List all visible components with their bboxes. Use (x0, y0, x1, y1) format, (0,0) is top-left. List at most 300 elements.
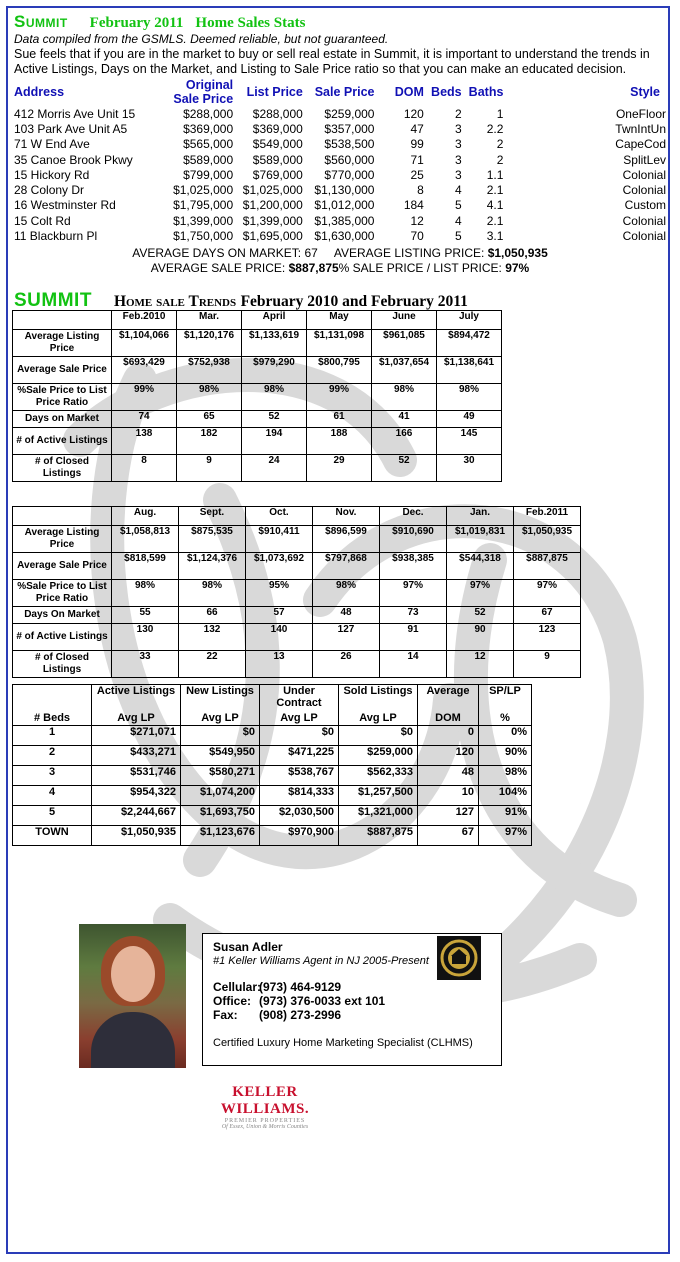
bed-cell: $580,271 (181, 766, 260, 786)
trend-month-header: Feb.2011 (514, 507, 581, 526)
logo-sub2: Of Essex, Union & Morris Counties (221, 1124, 309, 1130)
bed-cell: $1,693,750 (181, 806, 260, 826)
trend-row (13, 455, 502, 482)
trend-value-cell: $1,073,692 (246, 553, 313, 580)
sales-cell: $1,630,000 (314, 229, 375, 244)
bed-cell: $433,271 (92, 746, 181, 766)
sales-row (14, 152, 668, 167)
sales-cell: 1.1 (486, 167, 504, 182)
sales-cell: $288,000 (252, 106, 303, 121)
photo-face (111, 946, 155, 1002)
trend-value-cell: 98% (179, 580, 246, 607)
sales-cell: $769,000 (252, 167, 303, 182)
bed-row (13, 726, 532, 746)
sales-cell: 3 (454, 137, 462, 152)
trend-value-cell: 8 (112, 455, 177, 482)
sales-cell: $357,000 (324, 121, 375, 136)
bed-cell: 97% (479, 826, 532, 846)
sales-cell: 2.1 (486, 183, 504, 198)
trend-value-cell: 48 (313, 607, 380, 624)
sales-header-cell: Address (14, 85, 65, 99)
trend-value-cell: 24 (242, 455, 307, 482)
sales-row (14, 228, 668, 243)
bed-cell: $1,074,200 (181, 786, 260, 806)
sales-cell: 28 Colony Dr (14, 183, 85, 198)
trend-value-cell: 67 (514, 607, 581, 624)
bed-header-cell: Sold Listings (339, 685, 418, 712)
trend-value-cell: 130 (112, 624, 179, 651)
trend-value-cell: $1,058,813 (112, 526, 179, 553)
sales-cell: Colonial (622, 213, 666, 228)
trend-value-cell: $1,104,066 (112, 330, 177, 357)
bed-cell: $2,030,500 (260, 806, 339, 826)
report-header (14, 12, 666, 32)
bed-cell: $1,123,676 (181, 826, 260, 846)
avg-list-label: AVERAGE LISTING PRICE: (333, 246, 485, 260)
bed-row (13, 746, 532, 766)
trend-value-cell: 52 (447, 607, 514, 624)
office-number: (973) 376-0033 ext 101 (259, 994, 386, 1008)
sales-cell: 412 Morris Ave Unit 15 (14, 106, 136, 121)
sales-cell: $1,200,000 (242, 198, 303, 213)
trend-value-cell: $875,535 (179, 526, 246, 553)
sales-header-cell: Baths (468, 85, 504, 99)
trend-value-cell: 26 (313, 651, 380, 678)
bed-cell: $970,900 (260, 826, 339, 846)
bed-cell: 120 (418, 746, 479, 766)
sales-cell: $1,025,000 (173, 183, 234, 198)
trend-value-cell: 9 (177, 455, 242, 482)
trend-value-cell: 140 (246, 624, 313, 651)
trend-row (13, 607, 581, 624)
sales-row (14, 106, 668, 121)
bed-header-cell: New Listings (181, 685, 260, 712)
sales-cell: $1,025,000 (242, 183, 303, 198)
bed-cell: $0 (181, 726, 260, 746)
sales-cell: SplitLev (623, 152, 666, 167)
trend-row-label: Days On Market (13, 607, 112, 624)
fax-label: Fax: (213, 1008, 238, 1022)
sales-cell: 3 (454, 152, 462, 167)
sales-cell: $369,000 (252, 121, 303, 136)
sales-cell: Colonial (622, 183, 666, 198)
logo-sub1: PREMIER PROPERTIES (224, 1118, 306, 1124)
bed-cell: 10 (418, 786, 479, 806)
trend-value-cell: $1,037,654 (372, 357, 437, 384)
trend-corner-cell (13, 507, 112, 526)
bed-header-cell: Average (418, 685, 479, 712)
trend-value-cell: 13 (246, 651, 313, 678)
trend-value-cell: $1,124,376 (179, 553, 246, 580)
sales-cell: $288,000 (183, 106, 234, 121)
bed-cell: $0 (339, 726, 418, 746)
trend-row-label: Average Sale Price (13, 357, 112, 384)
sales-cell: $1,012,000 (314, 198, 375, 213)
trend-value-cell: 98% (313, 580, 380, 607)
trend-value-cell: $1,133,619 (242, 330, 307, 357)
bed-cell: $531,746 (92, 766, 181, 786)
average-line-1 (100, 246, 580, 260)
sales-cell: 2.2 (486, 121, 504, 136)
bed-cell: $1,257,500 (339, 786, 418, 806)
trends-range: February 2010 and February 2011 (240, 293, 468, 310)
bed-cell: 104% (479, 786, 532, 806)
bed-cell: 1 (13, 726, 92, 746)
trend-month-header: April (242, 311, 307, 330)
trend-value-cell: 22 (179, 651, 246, 678)
sales-cell: 71 (410, 152, 424, 167)
trend-value-cell: 127 (313, 624, 380, 651)
sales-cell: $770,000 (324, 167, 375, 182)
sales-cell: $1,385,000 (314, 213, 375, 228)
sales-table (14, 78, 668, 244)
sales-cell: 11 Blackburn Pl (14, 229, 98, 244)
trend-value-cell: $1,131,098 (307, 330, 372, 357)
trend-month-header: Jan. (447, 507, 514, 526)
trend-value-cell: $752,938 (177, 357, 242, 384)
trend-row-label: Average Sale Price (13, 553, 112, 580)
sales-cell: $560,000 (324, 152, 375, 167)
sales-cell: $1,750,000 (173, 229, 234, 244)
sales-cell: $1,130,000 (314, 183, 375, 198)
sales-cell: $565,000 (183, 137, 234, 152)
trend-value-cell: 123 (514, 624, 581, 651)
bed-cell: 98% (479, 766, 532, 786)
trend-value-cell: 30 (437, 455, 502, 482)
sales-cell: $1,399,000 (173, 213, 234, 228)
trend-row (13, 624, 581, 651)
sales-cell: Colonial (622, 229, 666, 244)
trend-value-cell: $894,472 (437, 330, 502, 357)
sales-cell: 12 (410, 213, 424, 228)
trend-row-label: # of Closed Listings (13, 651, 112, 678)
bed-cell: 0 (418, 726, 479, 746)
trend-value-cell: 52 (372, 455, 437, 482)
avg-sale-value: $887,875 (288, 261, 339, 275)
sales-cell: 4 (454, 183, 462, 198)
agent-card (202, 933, 502, 1066)
sales-cell: 2 (496, 152, 504, 167)
trend-value-cell: 97% (380, 580, 447, 607)
bed-subheader-cell: % (479, 711, 532, 726)
sales-cell: 47 (410, 121, 424, 136)
bed-cell: $0 (260, 726, 339, 746)
trend-value-cell: $544,318 (447, 553, 514, 580)
trend-value-cell: $887,875 (514, 553, 581, 580)
trends-heading: Home sale Trends (113, 293, 237, 310)
trend-row-label: Average Listing Price (13, 526, 112, 553)
trend-value-cell: $938,385 (380, 553, 447, 580)
report-title: Home Sales Stats (195, 15, 306, 31)
sales-cell: 35 Canoe Brook Pkwy (14, 152, 133, 167)
sales-cell: 99 (410, 137, 424, 152)
trend-value-cell: 166 (372, 428, 437, 455)
trend-month-header: June (372, 311, 437, 330)
avg-sale-label: AVERAGE SALE PRICE: (150, 261, 286, 275)
trend-value-cell: 65 (177, 411, 242, 428)
trend-value-cell: $979,290 (242, 357, 307, 384)
trend-row (13, 553, 581, 580)
avg-dom-value: 67 (304, 246, 318, 260)
logo-name: KELLER WILLIAMS. (220, 1084, 310, 1117)
trend-value-cell: 9 (514, 651, 581, 678)
trend-value-cell: 55 (112, 607, 179, 624)
trend-month-header: Feb.2010 (112, 311, 177, 330)
trend-value-cell: 98% (372, 384, 437, 411)
trend-value-cell: $797,868 (313, 553, 380, 580)
trend-value-cell: 95% (246, 580, 313, 607)
sales-header-cell: List Price (246, 85, 303, 99)
sales-cell: $589,000 (183, 152, 234, 167)
sales-cell: 4.1 (486, 198, 504, 213)
trend-row-label: %Sale Price to List Price Ratio (13, 384, 112, 411)
sales-cell: OneFloor (615, 106, 666, 121)
sales-cell: 15 Colt Rd (14, 213, 71, 228)
trend-month-header: May (307, 311, 372, 330)
cell-label: Cellular: (213, 980, 262, 994)
trend-month-header: July (437, 311, 502, 330)
sales-cell: $1,399,000 (242, 213, 303, 228)
town-name: Summit (14, 12, 68, 31)
intro-paragraph: Sue feels that if you are in the market to buy or sell real estate in Summit, it is important to understand the trends in Active Listings, Days on the Market, and Listing to Sale Price ratio so that you can make an educated decision. (14, 47, 650, 76)
trend-value-cell: $1,120,176 (177, 330, 242, 357)
agent-name: Susan Adler (213, 940, 283, 954)
trend-value-cell: $800,795 (307, 357, 372, 384)
trend-value-cell: $693,429 (112, 357, 177, 384)
trend-value-cell: $910,690 (380, 526, 447, 553)
trend-value-cell: $896,599 (313, 526, 380, 553)
trend-value-cell: $1,138,641 (437, 357, 502, 384)
cell-number: (973) 464-9129 (259, 980, 342, 994)
trend-value-cell: $818,599 (112, 553, 179, 580)
bed-cell: $887,875 (339, 826, 418, 846)
trend-value-cell: 98% (112, 580, 179, 607)
sales-header-cell: Beds (431, 85, 462, 99)
bed-subheader-cell: Avg LP (181, 711, 260, 726)
bed-header-cell: Active Listings (92, 685, 181, 712)
trend-value-cell: 132 (179, 624, 246, 651)
agent-certification: Certified Luxury Home Marketing Specialist (CLHMS) (213, 1037, 473, 1049)
trends-title (14, 290, 674, 312)
bed-cell: 91% (479, 806, 532, 826)
sales-cell: $259,000 (324, 106, 375, 121)
sales-cell: 71 W End Ave (14, 137, 90, 152)
trend-row-label: # of Closed Listings (13, 455, 112, 482)
trend-row-label: %Sale Price to List Price Ratio (13, 580, 112, 607)
trend-row (13, 384, 502, 411)
sales-cell: 184 (403, 198, 424, 213)
bed-row (13, 826, 532, 846)
trend-value-cell: $910,411 (246, 526, 313, 553)
trend-row (13, 651, 581, 678)
trend-value-cell: 12 (447, 651, 514, 678)
sales-cell: Colonial (622, 167, 666, 182)
bed-header-cell: SP/LP (479, 685, 532, 712)
trend-value-cell: 98% (177, 384, 242, 411)
trend-row (13, 428, 502, 455)
bed-cell: $538,767 (260, 766, 339, 786)
trend-month-header: Oct. (246, 507, 313, 526)
sales-cell: 2.1 (486, 213, 504, 228)
bed-cell: TOWN (13, 826, 92, 846)
trend-value-cell: $1,019,831 (447, 526, 514, 553)
keller-williams-logo (200, 1068, 330, 1130)
trend-value-cell: 14 (380, 651, 447, 678)
bed-cell: 4 (13, 786, 92, 806)
bed-row (13, 806, 532, 826)
trend-value-cell: $961,085 (372, 330, 437, 357)
sales-cell: 103 Park Ave Unit A5 (14, 121, 128, 136)
trend-value-cell: 61 (307, 411, 372, 428)
trend-value-cell: 97% (514, 580, 581, 607)
trend-value-cell: 74 (112, 411, 177, 428)
sales-cell: $799,000 (183, 167, 234, 182)
bed-cell: $2,244,667 (92, 806, 181, 826)
sales-cell: 1 (496, 106, 504, 121)
bed-cell: $471,225 (260, 746, 339, 766)
sales-cell: $538,500 (324, 137, 375, 152)
sales-row (14, 121, 668, 136)
trend-value-cell: 98% (242, 384, 307, 411)
trend-value-cell: 29 (307, 455, 372, 482)
bed-cell: 127 (418, 806, 479, 826)
sales-cell: TwnIntUn (615, 121, 666, 136)
bed-header-row-2 (13, 711, 532, 726)
sales-cell: 3 (454, 167, 462, 182)
trend-row (13, 330, 502, 357)
trend-month-header: Aug. (112, 507, 179, 526)
sales-row (14, 182, 668, 197)
sales-cell: 2 (454, 106, 462, 121)
bed-cell: $814,333 (260, 786, 339, 806)
sales-cell: $549,000 (252, 137, 303, 152)
trend-value-cell: 52 (242, 411, 307, 428)
sales-cell: 70 (410, 229, 424, 244)
trends-table-2 (12, 506, 581, 678)
sales-cell: 5 (454, 229, 462, 244)
sales-cell: $369,000 (183, 121, 234, 136)
avg-list-value: $1,050,935 (487, 246, 548, 260)
sales-cell: $1,695,000 (242, 229, 303, 244)
bed-header-cell (13, 685, 92, 712)
trend-month-header: Sept. (179, 507, 246, 526)
trend-month-header: Dec. (380, 507, 447, 526)
bed-header-row-1 (13, 685, 532, 712)
bed-cell: 3 (13, 766, 92, 786)
sales-header-cell: DOM (394, 85, 424, 99)
trend-value-cell: 98% (437, 384, 502, 411)
trend-header-row (13, 311, 502, 330)
trend-value-cell: 145 (437, 428, 502, 455)
bed-subheader-cell: DOM (418, 711, 479, 726)
trend-row (13, 580, 581, 607)
sales-row (14, 198, 668, 213)
sales-cell: 25 (410, 167, 424, 182)
bed-subheader-cell: Avg LP (92, 711, 181, 726)
trend-value-cell: 66 (179, 607, 246, 624)
disclaimer: Data compiled from the GSMLS. Deemed reliable, but not guaranteed. (14, 32, 389, 46)
trend-value-cell: 188 (307, 428, 372, 455)
trend-value-cell: 99% (112, 384, 177, 411)
bed-cell: $271,071 (92, 726, 181, 746)
sales-cell: $1,795,000 (173, 198, 234, 213)
sales-cell: Custom (624, 198, 666, 213)
trend-row (13, 357, 502, 384)
average-line-2 (100, 261, 580, 275)
sales-cell: 5 (454, 198, 462, 213)
sales-cell: 120 (403, 106, 424, 121)
office-label: Office: (213, 994, 252, 1008)
bed-subheader-cell: # Beds (13, 711, 92, 726)
sales-cell: 3.1 (486, 229, 504, 244)
bed-cell: 48 (418, 766, 479, 786)
bed-subheader-cell: Avg LP (339, 711, 418, 726)
bed-cell: 67 (418, 826, 479, 846)
agent-contacts (213, 980, 385, 1022)
agent-tagline: #1 Keller Williams Agent in NJ 2005-Present (213, 955, 429, 967)
bed-cell: $1,050,935 (92, 826, 181, 846)
trend-row (13, 411, 502, 428)
trend-value-cell: 194 (242, 428, 307, 455)
trend-month-header: Mar. (177, 311, 242, 330)
bed-cell: 0% (479, 726, 532, 746)
clhms-seal-icon (437, 936, 481, 980)
trend-row-label: Days on Market (13, 411, 112, 428)
trend-value-cell: 33 (112, 651, 179, 678)
trends-brand: SUMMIT (14, 290, 92, 311)
sales-cell: 2 (496, 137, 504, 152)
trend-value-cell: 97% (447, 580, 514, 607)
bed-cell: $562,333 (339, 766, 418, 786)
sales-cell: $589,000 (252, 152, 303, 167)
sales-header-cell: Original Sale Price (173, 78, 234, 106)
bed-row (13, 766, 532, 786)
bed-cell: 2 (13, 746, 92, 766)
trend-corner-cell (13, 311, 112, 330)
sales-row (14, 167, 668, 182)
trend-row-label: Average Listing Price (13, 330, 112, 357)
ratio-value: 97% (505, 261, 530, 275)
trend-value-cell: 73 (380, 607, 447, 624)
bed-cell: $549,950 (181, 746, 260, 766)
sales-cell: 15 Hickory Rd (14, 167, 90, 182)
ratio-label: % SALE PRICE / LIST PRICE: (338, 261, 502, 275)
sales-cell: CapeCod (615, 137, 666, 152)
agent-photo (79, 924, 186, 1068)
trend-header-row (13, 507, 581, 526)
sales-header-row (14, 78, 668, 106)
photo-body (91, 1012, 175, 1068)
trend-row-label: # of Active Listings (13, 428, 112, 455)
trend-value-cell: 49 (437, 411, 502, 428)
sales-header-cell: Sale Price (314, 85, 375, 99)
sales-cell: 16 Westminster Rd (14, 198, 116, 213)
trend-row (13, 526, 581, 553)
bed-cell: $954,322 (92, 786, 181, 806)
sales-row (14, 213, 668, 228)
bed-row (13, 786, 532, 806)
trend-value-cell: $1,050,935 (514, 526, 581, 553)
trend-month-header: Nov. (313, 507, 380, 526)
trend-value-cell: 91 (380, 624, 447, 651)
bed-cell: 90% (479, 746, 532, 766)
bed-cell: $1,321,000 (339, 806, 418, 826)
sales-header-cell: Style (630, 85, 660, 99)
sales-row (14, 137, 668, 152)
sales-cell: 4 (454, 213, 462, 228)
avg-dom-label: AVERAGE DAYS ON MARKET: (132, 246, 302, 260)
trend-value-cell: 90 (447, 624, 514, 651)
